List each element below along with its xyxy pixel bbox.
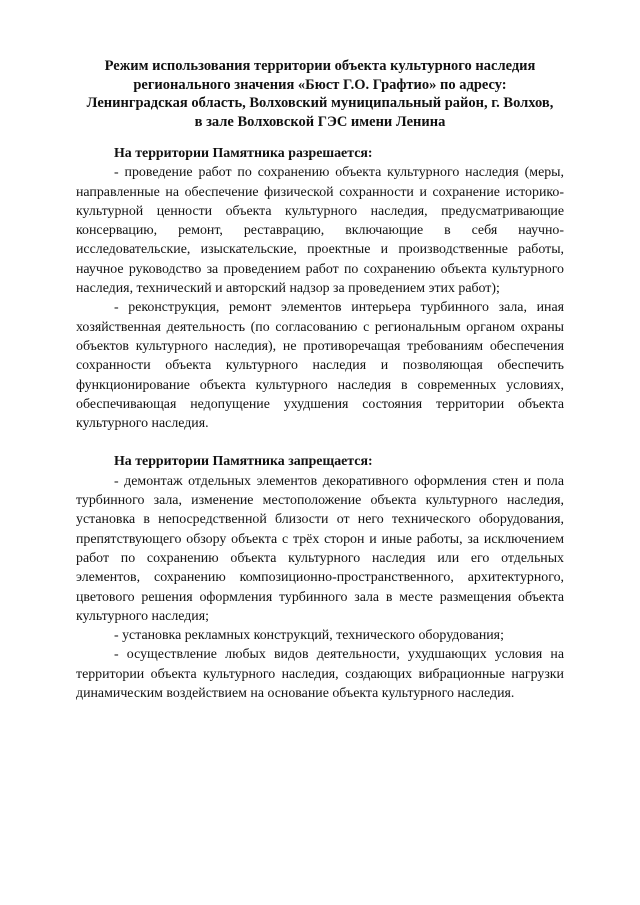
- title-line: регионального значения «Бюст Г.О. Графтио» по адресу:: [133, 76, 507, 93]
- prohibited-item: - осуществление любых видов деятельности, ухудшающих условия на территории объекта культурного наследия, создающих вибрационные нагрузки динамическим воздействием на основание объекта культурного наследия.: [76, 647, 564, 702]
- section-spacer: [76, 433, 564, 452]
- prohibited-item: - демонтаж отдельных элементов декоративного оформления стен и пола турбинного зала, изменение местоположение объекта культурного наследия, установка в непосредственной близости от него технического оборудования, препятствующего обзору объекта с трёх сторон и иные работы, за исключением работ по сохранению объекта культурного наследия или его отдельных элементов, сохранению композиционно-пространственного, архитектурного, цветового решения оформления турбинного зала в месте размещения объекта культурного наследия;: [76, 473, 564, 624]
- document-title: [76, 57, 564, 131]
- title-line: Режим использования территории объекта культурного наследия: [104, 58, 536, 74]
- prohibited-heading: На территории Памятника запрещается:: [114, 454, 373, 470]
- prohibited-item: - установка рекламных конструкций, технического оборудования;: [114, 628, 504, 644]
- allowed-item: - реконструкция, ремонт элементов интерьера турбинного зала, иная хозяйственная деятельность (по согласованию с региональным органом охраны объектов культурного наследия), не противоречащая требованиям обеспечения сохранности объекта культурного наследия и позволяющая обеспечить функционирование объекта культурного наследия в современных условиях, обеспечивающая недопущение ухудшения состояния территории объекта культурного наследия.: [76, 300, 564, 432]
- title-line: в зале Волховской ГЭС имени Ленина: [194, 113, 446, 130]
- allowed-item: - проведение работ по сохранению объекта культурного наследия (меры, направленные на обеспечение физической сохранности и сохранение историко-культурной ценности объекта культурного наследия, предусматривающие консервацию, ремонт, реставрацию, включающие в себя научно-исследовательские, изыскательские, проектные и производственные работы, научное руководство за проведением работ по сохранению объекта культурного наследия, технический и авторский надзор за проведением этих работ);: [76, 165, 564, 297]
- title-line: Ленинградская область, Волховский муниципальный район, г. Волхов,: [86, 95, 554, 111]
- document-body: [76, 144, 564, 703]
- allowed-heading: На территории Памятника разрешается:: [114, 146, 373, 161]
